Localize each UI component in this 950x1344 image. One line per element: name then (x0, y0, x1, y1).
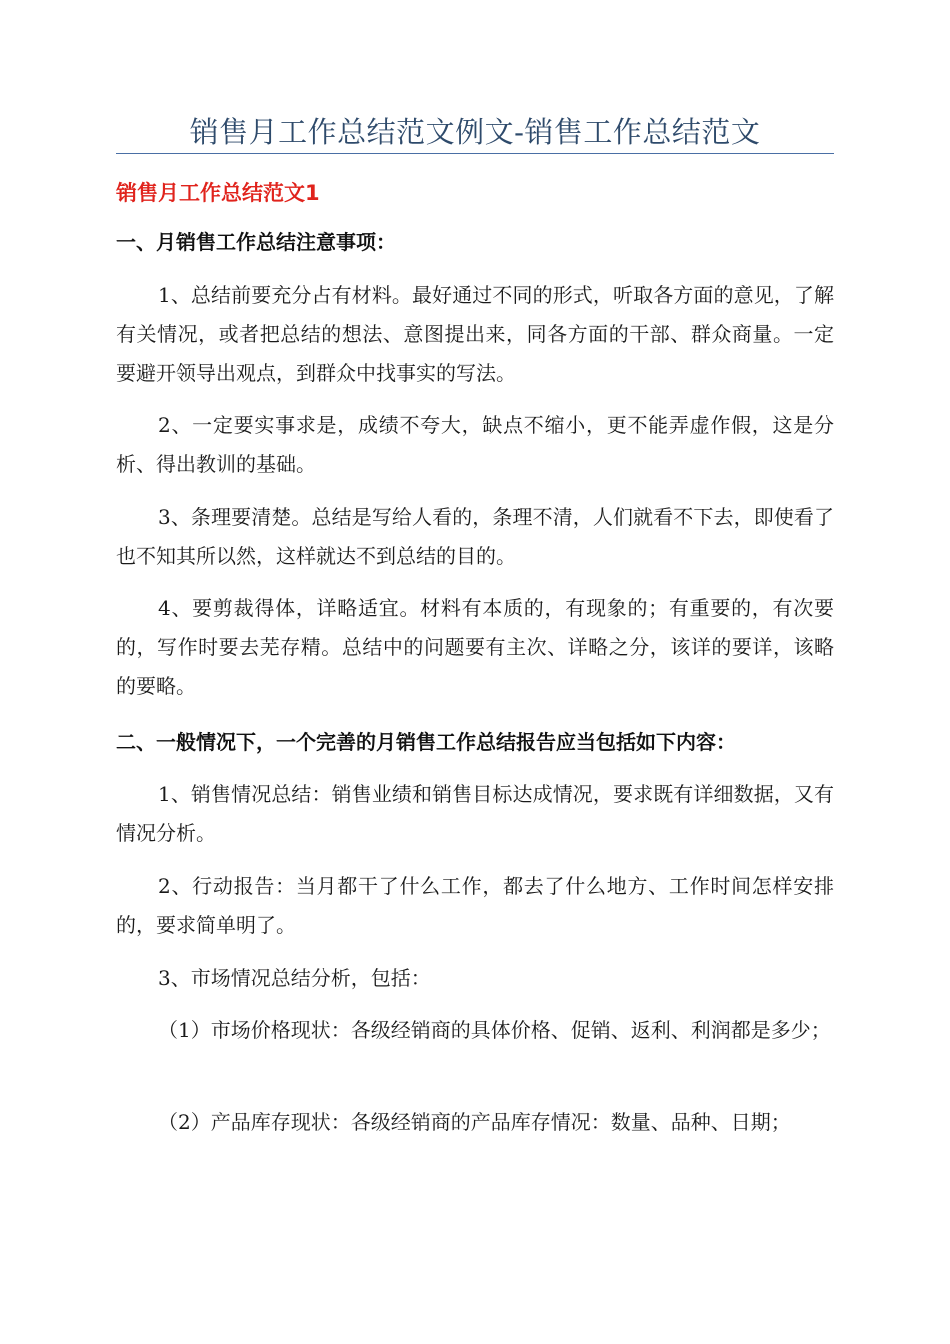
part2-subitem-2: （2）产品库存现状：各级经销商的产品库存情况：数量、品种、日期； (158, 1110, 791, 1134)
part1-item-3: 3、条理要清楚。总结是写给人看的，条理不清，人们就看不下去，即使看了也不知其所以然，这样就达不到总结的目的。 (116, 505, 834, 568)
title-underline (116, 153, 834, 154)
part2-item-1: 1、销售情况总结：销售业绩和销售目标达成情况，要求既有详细数据，又有情况分析。 (116, 782, 834, 845)
part2-item-3: 3、市场情况总结分析，包括： (158, 966, 431, 990)
part1-item-1: 1、总结前要充分占有材料。最好通过不同的形式，听取各方面的意见，了解有关情况，或者把总结的想法、意图提出来，同各方面的干部、群众商量。一定要避开领导出观点，到群众中找事实的写法。 (116, 283, 834, 385)
part2-heading: 二、一般情况下，一个完善的月销售工作总结报告应当包括如下内容： (116, 730, 736, 754)
part2-item-2: 2、行动报告：当月都干了什么工作，都去了什么地方、工作时间怎样安排的，要求简单明了。 (116, 874, 834, 937)
section-title: 销售月工作总结范文1 (116, 181, 320, 205)
part1-heading: 一、月销售工作总结注意事项： (116, 230, 396, 254)
part1-item-2: 2、一定要实事求是，成绩不夸大，缺点不缩小，更不能弄虚作假，这是分析、得出教训的基础。 (116, 413, 834, 476)
document-title: 销售月工作总结范文例文-销售工作总结范文 (189, 115, 761, 149)
part1-item-4: 4、要剪裁得体，详略适宜。材料有本质的，有现象的；有重要的，有次要的，写作时要去芜存精。总结中的问题要有主次、详略之分，该详的要详，该略的要略。 (116, 596, 834, 698)
part2-subitem-1: （1）市场价格现状：各级经销商的具体价格、促销、返利、利润都是多少； (158, 1018, 831, 1042)
